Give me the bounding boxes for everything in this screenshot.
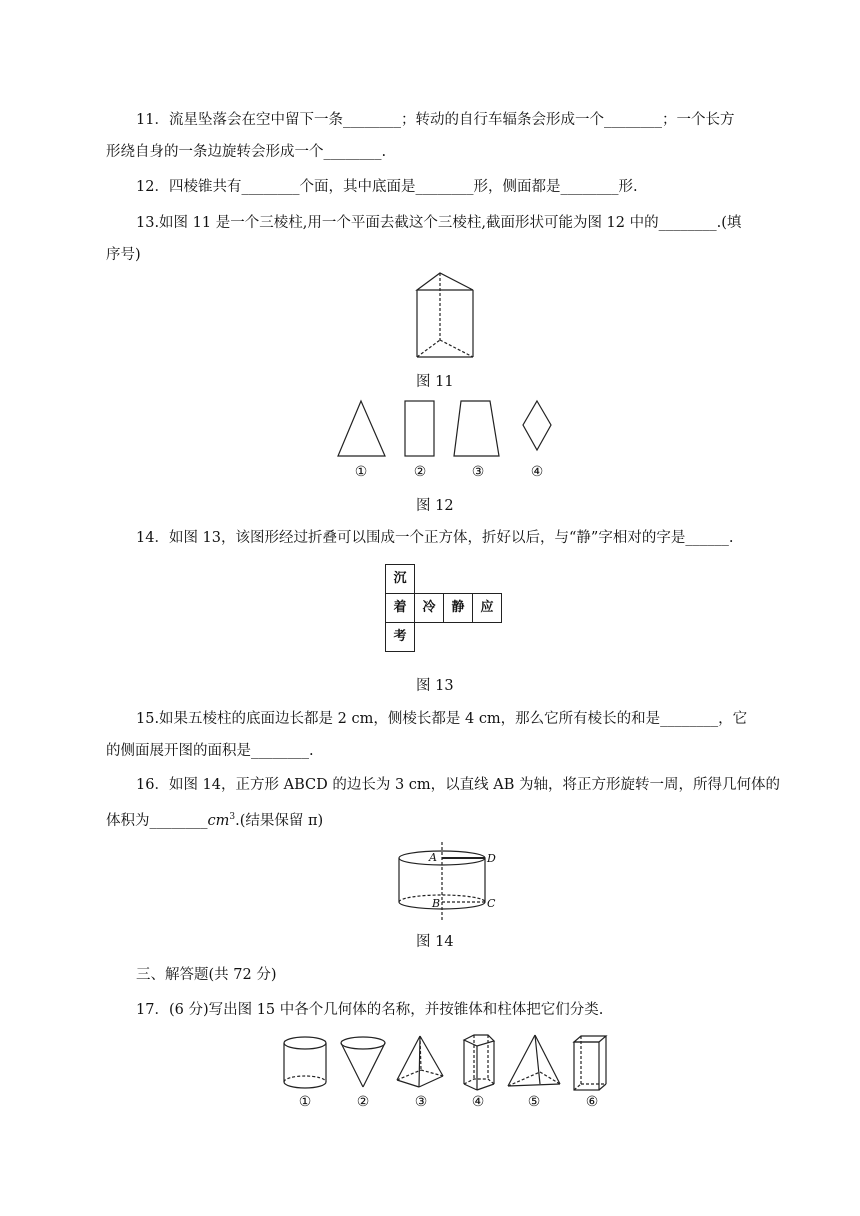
fig15-label-3: ③ [414,1094,428,1110]
fig13-caption: 图 13 [416,678,454,694]
fig15-cylinder [284,1037,326,1088]
fig15-label-5: ⑤ [527,1094,541,1110]
point-label-d: D [487,852,496,865]
q16-line2-pre: 体积为________ [106,812,208,829]
q16-unit: cm [207,812,230,829]
q11-line2: 形绕自身的一条边旋转会形成一个________. [106,144,387,160]
q16-line2 [106,807,323,831]
fig12-label-3: ③ [471,464,485,480]
point-label-b: B [432,897,441,910]
q16-line2-post: .(结果保留 π) [235,812,324,829]
q15-line2: 的侧面展开图的面积是________. [106,743,314,759]
fig15-triangular-pyramid [508,1035,560,1086]
fig11-triangular-prism [410,270,480,362]
fig12-label-2: ② [413,464,427,480]
fig13-cell: 考 [385,622,415,652]
fig12-label-4: ④ [530,464,544,480]
q13-line2: 序号) [106,247,141,263]
fig12-rhombus [523,401,551,450]
fig13-cell: 沉 [385,564,415,594]
fig15-label-2: ② [356,1094,370,1110]
fig14-caption: 图 14 [416,934,454,950]
q16-unit-exponent: 3 [229,812,236,822]
fig12-triangle [338,401,385,456]
fig13-cell: 着 [385,593,415,623]
fig13-cell: 静 [443,593,473,623]
q14-line1: 14．如图 13，该图形经过折叠可以围成一个正方体，折好以后，与“静”字相对的字是______. [136,530,734,546]
section3-heading: 三、解答题(共 72 分) [136,967,277,983]
fig12-label-1: ① [354,464,368,480]
q16-line1: 16．如图 14，正方形 ABCD 的边长为 3 cm，以直线 AB 为轴，将正方形旋转一周，所得几何体的 [136,777,781,793]
q17-line1: 17．(6 分)写出图 15 中各个几何体的名称，并按锥体和柱体把它们分类. [136,1002,604,1018]
point-label-a: A [429,851,437,864]
q12-line1: 12．四棱锥共有________个面，其中底面是________形，侧面都是________形. [136,179,638,195]
q13-line1: 13.如图 11 是一个三棱柱,用一个平面去截这个三棱柱,截面形状可能为图 12 中的________.(填 [136,215,742,231]
fig15-label-6: ⑥ [585,1094,599,1110]
fig15-rectangular-prism [574,1036,606,1090]
fig12-shapes [334,398,564,462]
fig13-cell: 应 [472,593,502,623]
q11-line1: 11．流星坠落会在空中留下一条________；转动的自行车辐条会形成一个________；一个长方 [136,112,735,128]
fig14-cylinder [390,840,500,922]
fig15-label-1: ① [298,1094,312,1110]
fig15-cone [341,1037,385,1087]
fig15-pentagonal-prism [464,1035,494,1090]
fig15-square-pyramid [397,1036,443,1087]
fig15-solids [270,1032,620,1094]
fig13-cell: 冷 [414,593,444,623]
fig12-trapezoid [454,401,499,456]
fig12-caption: 图 12 [416,498,454,514]
fig11-caption: 图 11 [416,374,454,390]
fig15-label-4: ④ [471,1094,485,1110]
fig12-rectangle [405,401,434,456]
q15-line1: 15.如果五棱柱的底面边长都是 2 cm，侧棱长都是 4 cm，那么它所有棱长的和是________，它 [136,711,748,727]
point-label-c: C [487,897,496,910]
